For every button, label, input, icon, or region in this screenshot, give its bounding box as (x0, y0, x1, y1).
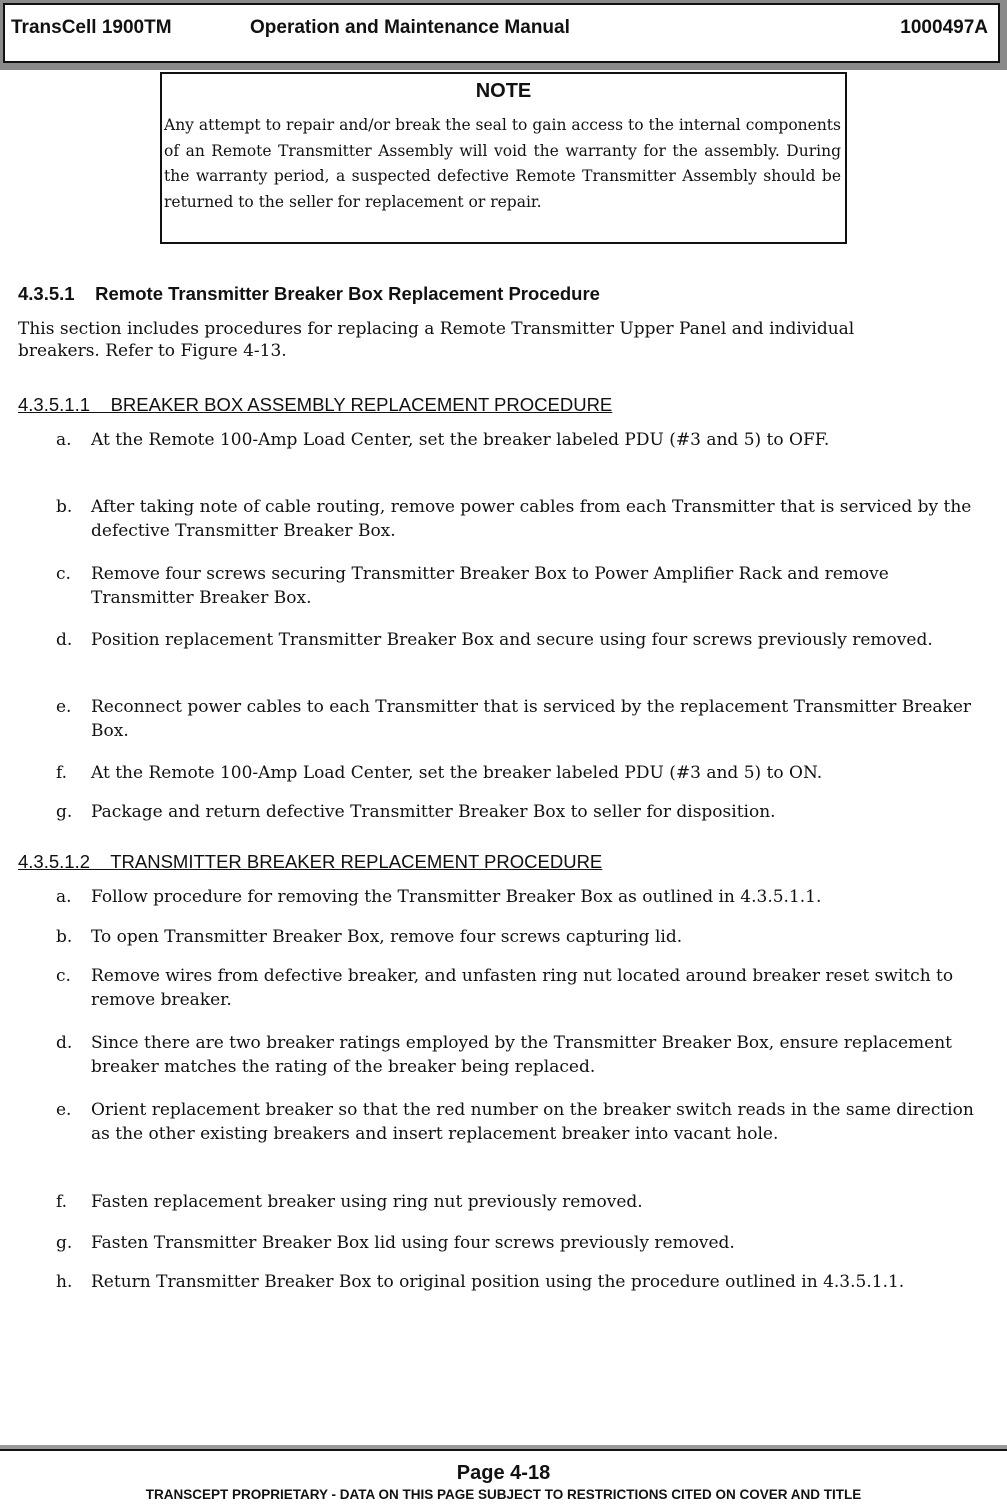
step-text: Orient replacement breaker so that the red number on the breaker switch reads in the same direction as the other existing breakers and insert replacement breaker into vacant hole. (91, 1100, 974, 1144)
step-text: Return Transmitter Breaker Box to original position using the procedure outlined in 4.3.5.1.1. (91, 1272, 905, 1292)
list-item (56, 695, 996, 743)
list-item (56, 1270, 996, 1294)
list-item (56, 925, 996, 949)
list-item (56, 495, 996, 543)
step-letter: b. (56, 927, 73, 947)
step-letter: f. (56, 763, 68, 783)
step-letter: c. (56, 966, 71, 986)
step-text: To open Transmitter Breaker Box, remove four screws capturing lid. (91, 927, 683, 947)
list-item (56, 1190, 996, 1214)
step-letter: b. (56, 497, 73, 517)
step-text: Since there are two breaker ratings employed by the Transmitter Breaker Box, ensure replacement breaker matches the rating of the breaker being replaced. (91, 1033, 952, 1077)
header-title: Operation and Maintenance Manual (250, 17, 570, 38)
list-item (56, 1098, 996, 1146)
list-item (56, 628, 996, 652)
step-text: Package and return defective Transmitter Breaker Box to seller for disposition. (91, 802, 776, 822)
proc1-heading: 4.3.5.1.1 BREAKER BOX ASSEMBLY REPLACEMENT PROCEDURE (18, 394, 613, 415)
step-text: Remove wires from defective breaker, and unfasten ring nut located around breaker reset switch to remove breaker. (91, 966, 954, 1010)
list-item (56, 562, 996, 610)
step-letter: f. (56, 1192, 68, 1212)
list-item (56, 1231, 996, 1255)
footer-rule (0, 1445, 1007, 1451)
step-letter: a. (56, 430, 72, 450)
step-letter: e. (56, 1100, 72, 1120)
step-letter: g. (56, 802, 73, 822)
page-number: Page 4-18 (456, 1462, 551, 1484)
section-intro: This section includes procedures for replacing a Remote Transmitter Upper Panel and individual breakers. Refer to Figure 4-13. (18, 319, 855, 361)
step-text: At the Remote 100-Amp Load Center, set the breaker labeled PDU (#3 and 5) to OFF. (91, 430, 830, 450)
step-letter: e. (56, 697, 72, 717)
list-item (56, 800, 996, 824)
header-doc-number: 1000497A (900, 17, 988, 38)
header-product: TransCell 1900TM (11, 17, 172, 38)
step-letter: d. (56, 630, 73, 650)
step-text: Position replacement Transmitter Breaker Box and secure using four screws previously removed. (91, 630, 933, 650)
step-letter: c. (56, 564, 71, 584)
list-item (56, 885, 996, 909)
note-box (160, 72, 847, 244)
note-title: NOTE (475, 80, 532, 102)
list-item (56, 1031, 996, 1079)
step-text: Reconnect power cables to each Transmitter that is serviced by the replacement Transmitter Breaker Box. (91, 697, 972, 741)
section-heading: 4.3.5.1 Remote Transmitter Breaker Box Replacement Procedure (18, 283, 600, 304)
proprietary-notice: TRANSCEPT PROPRIETARY - DATA ON THIS PAGE SUBJECT TO RESTRICTIONS CITED ON COVER AND TITLE (145, 1487, 862, 1502)
step-letter: d. (56, 1033, 73, 1053)
proc2-heading: 4.3.5.1.2 TRANSMITTER BREAKER REPLACEMENT PROCEDURE (18, 851, 603, 872)
note-body: Any attempt to repair and/or break the seal to gain access to the internal components of an Remote Transmitter Assembly will void the warranty for the assembly. During the warranty period, a suspected defective Remote Transmitter Assembly should be returned to the seller for replacement or repair. (164, 116, 841, 211)
step-text: After taking note of cable routing, remove power cables from each Transmitter that is serviced by the defective Transmitter Breaker Box. (91, 497, 972, 541)
step-text: Fasten Transmitter Breaker Box lid using four screws previously removed. (91, 1233, 735, 1253)
step-text: At the Remote 100-Amp Load Center, set the breaker labeled PDU (#3 and 5) to ON. (91, 763, 823, 783)
step-text: Remove four screws securing Transmitter Breaker Box to Power Amplifier Rack and remove Transmitter Breaker Box. (91, 564, 889, 608)
step-letter: g. (56, 1233, 73, 1253)
step-text: Fasten replacement breaker using ring nut previously removed. (91, 1192, 643, 1212)
step-text: Follow procedure for removing the Transmitter Breaker Box as outlined in 4.3.5.1.1. (91, 887, 822, 907)
list-item (56, 964, 996, 1012)
list-item (56, 428, 996, 452)
page-header (0, 0, 1007, 70)
step-letter: h. (56, 1272, 73, 1292)
list-item (56, 761, 996, 785)
header-box (3, 3, 1000, 63)
step-letter: a. (56, 887, 72, 907)
